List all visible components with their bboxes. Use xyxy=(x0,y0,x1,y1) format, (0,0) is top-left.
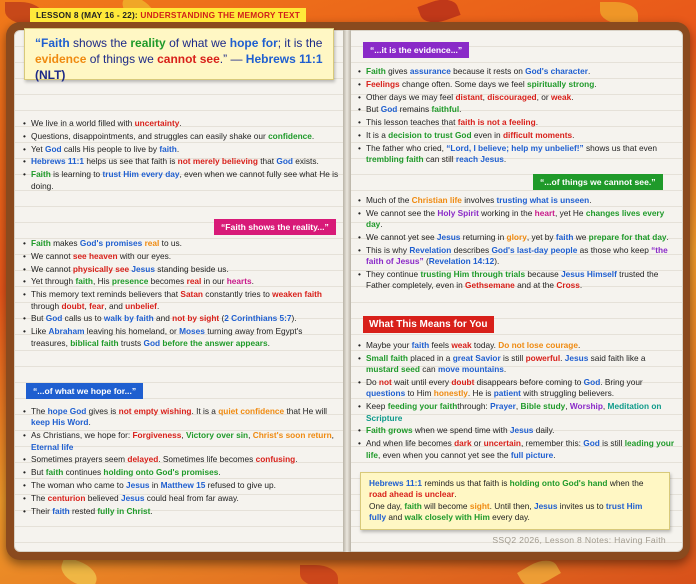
q-evidence: evidence xyxy=(35,52,87,66)
list-item: • Hebrews 11:1 helps us see that faith is not merely believing that God exists. xyxy=(22,156,340,167)
list-item: • Like Abraham leaving his homeland, or Moses turning away from Egypt's treasures, biblical faith trusts God before the answer appears. xyxy=(22,326,340,349)
list-item: • Faith grows when we spend time with Jesus daily. xyxy=(357,425,679,436)
reality-list xyxy=(22,238,340,350)
list-item: • Other days we may feel distant, discouraged, or weak. xyxy=(357,92,679,103)
list-item: • Faith is learning to trust Him every day, even when we cannot fully see what He is doing. xyxy=(22,169,340,192)
list-item: • We cannot see heaven with our eyes. xyxy=(22,251,340,262)
lesson-header xyxy=(30,8,306,22)
leaf-decoration xyxy=(57,556,100,584)
lesson-title: UNDERSTANDING THE MEMORY TEXT xyxy=(140,10,301,20)
means-list xyxy=(357,340,679,462)
list-item: • But faith continues holding onto God's promises. xyxy=(22,467,340,478)
list-item: • Keep feeding your faiththrough: Prayer, Bible study, Worship, Meditation on Scripture xyxy=(357,401,679,424)
q-cannot-see: cannot see xyxy=(157,52,220,66)
list-item: • Faith gives assurance because it rests on God's character. xyxy=(357,66,679,77)
list-item: • As Christians, we hope for: Forgiveness, Victory over sin, Christ's soon return, Eternal life xyxy=(22,430,340,453)
leaf-decoration xyxy=(300,565,338,584)
q-text: ; it is the xyxy=(277,36,323,50)
list-item: • Faith makes God's promises real to us. xyxy=(22,238,340,249)
list-item: • Maybe your faith feels weak today. Do not lose courage. xyxy=(357,340,679,351)
list-item: • And when life becomes dark or uncertain, remember this: God is still leading your life, even when you cannot yet see the full picture. xyxy=(357,438,679,461)
hope-heading: “...of what we hope for...” xyxy=(26,383,143,399)
notebook-spine xyxy=(343,30,351,552)
lesson-number: LESSON 8 (MAY 16 - 22): xyxy=(36,10,138,20)
summary-note: Hebrews 11:1 reminds us that faith is holding onto God's hand when the road ahead is unclear. One day, faith will become sight. Until then, Jesus invites us to trust Him fully and walk closely with Him every day. xyxy=(360,472,670,530)
list-item: • Yet through faith, His presence becomes real in our hearts. xyxy=(22,276,340,287)
list-item: • This lesson teaches that faith is not a feeling. xyxy=(357,117,679,128)
list-item: • Do not wait until every doubt disappears before coming to God. Bring your questions to Him honestly. He is patient with struggling believers. xyxy=(357,377,679,400)
q-text: .” — xyxy=(219,52,246,66)
leaf-decoration xyxy=(600,2,638,24)
list-item: • We cannot physically see Jesus standing beside us. xyxy=(22,264,340,275)
list-item: • Small faith placed in a great Savior is still powerful. Jesus said faith like a mustard seed can move mountains. xyxy=(357,353,679,376)
list-item: • Yet God calls His people to live by faith. xyxy=(22,144,340,155)
memory-text-quote xyxy=(24,28,334,80)
list-item: • They continue trusting Him through trials because Jesus Himself trusted the Father completely, even in Gethsemane and at the Cross. xyxy=(357,269,679,292)
list-item: • But God calls us to walk by faith and not by sight (2 Corinthians 5:7). xyxy=(22,313,340,324)
list-item: • Feelings change often. Some days we feel spiritually strong. xyxy=(357,79,679,90)
list-item: • Sometimes prayers seem delayed. Sometimes life becomes confusing. xyxy=(22,454,340,465)
list-item: • This is why Revelation describes God's last-day people as those who keep “the faith of Jesus” (Revelation 14:12). xyxy=(357,245,679,268)
hope-list xyxy=(22,406,340,518)
footer-caption: SSQ2 2026, Lesson 8 Notes: Having Faith xyxy=(492,535,666,545)
list-item: • We live in a world filled with uncertainty. xyxy=(22,118,340,129)
list-item: • The father who cried, “Lord, I believe; help my unbelief!” shows us that even trembling faith can still reach Jesus. xyxy=(357,143,679,166)
q-faith: “Faith xyxy=(35,36,70,50)
cannot-see-list xyxy=(357,195,679,293)
means-heading: What This Means for You xyxy=(363,316,494,333)
list-item: • This memory text reminds believers that Satan constantly tries to weaken faith through doubt, fear, and unbelief. xyxy=(22,289,340,312)
intro-list xyxy=(22,118,340,193)
q-reference: Hebrews 11:1 xyxy=(245,52,323,66)
list-item: • The hope God gives is not empty wishing. It is a quiet confidence that He will keep His Word. xyxy=(22,406,340,429)
q-text: of things we xyxy=(86,52,158,66)
q-text: of what we xyxy=(165,36,230,50)
evidence-list xyxy=(357,66,679,167)
list-item: • Questions, disappointments, and struggles can easily shake our confidence. xyxy=(22,131,340,142)
q-reality: reality xyxy=(130,36,166,50)
list-item: • Much of the Christian life involves trusting what is unseen. xyxy=(357,195,679,206)
reality-heading: “Faith shows the reality...” xyxy=(214,219,336,235)
list-item: • Their faith rested fully in Christ. xyxy=(22,506,340,517)
list-item: • But God remains faithful. xyxy=(357,104,679,115)
list-item: • It is a decision to trust God even in difficult moments. xyxy=(357,130,679,141)
list-item: • We cannot see the Holy Spirit working in the heart, yet He changes lives every day. xyxy=(357,208,679,231)
list-item: • The centurion believed Jesus could heal from far away. xyxy=(22,493,340,504)
list-item: • We cannot yet see Jesus returning in glory, yet by faith we prepare for that day. xyxy=(357,232,679,243)
q-version: (NLT) xyxy=(35,68,66,82)
cannot-see-heading: “...of things we cannot see.” xyxy=(533,174,663,190)
q-hope: hope for xyxy=(229,36,278,50)
q-text: shows the xyxy=(69,36,131,50)
evidence-heading: “...it is the evidence...” xyxy=(363,42,469,58)
list-item: • The woman who came to Jesus in Matthew 15 refused to give up. xyxy=(22,480,340,491)
